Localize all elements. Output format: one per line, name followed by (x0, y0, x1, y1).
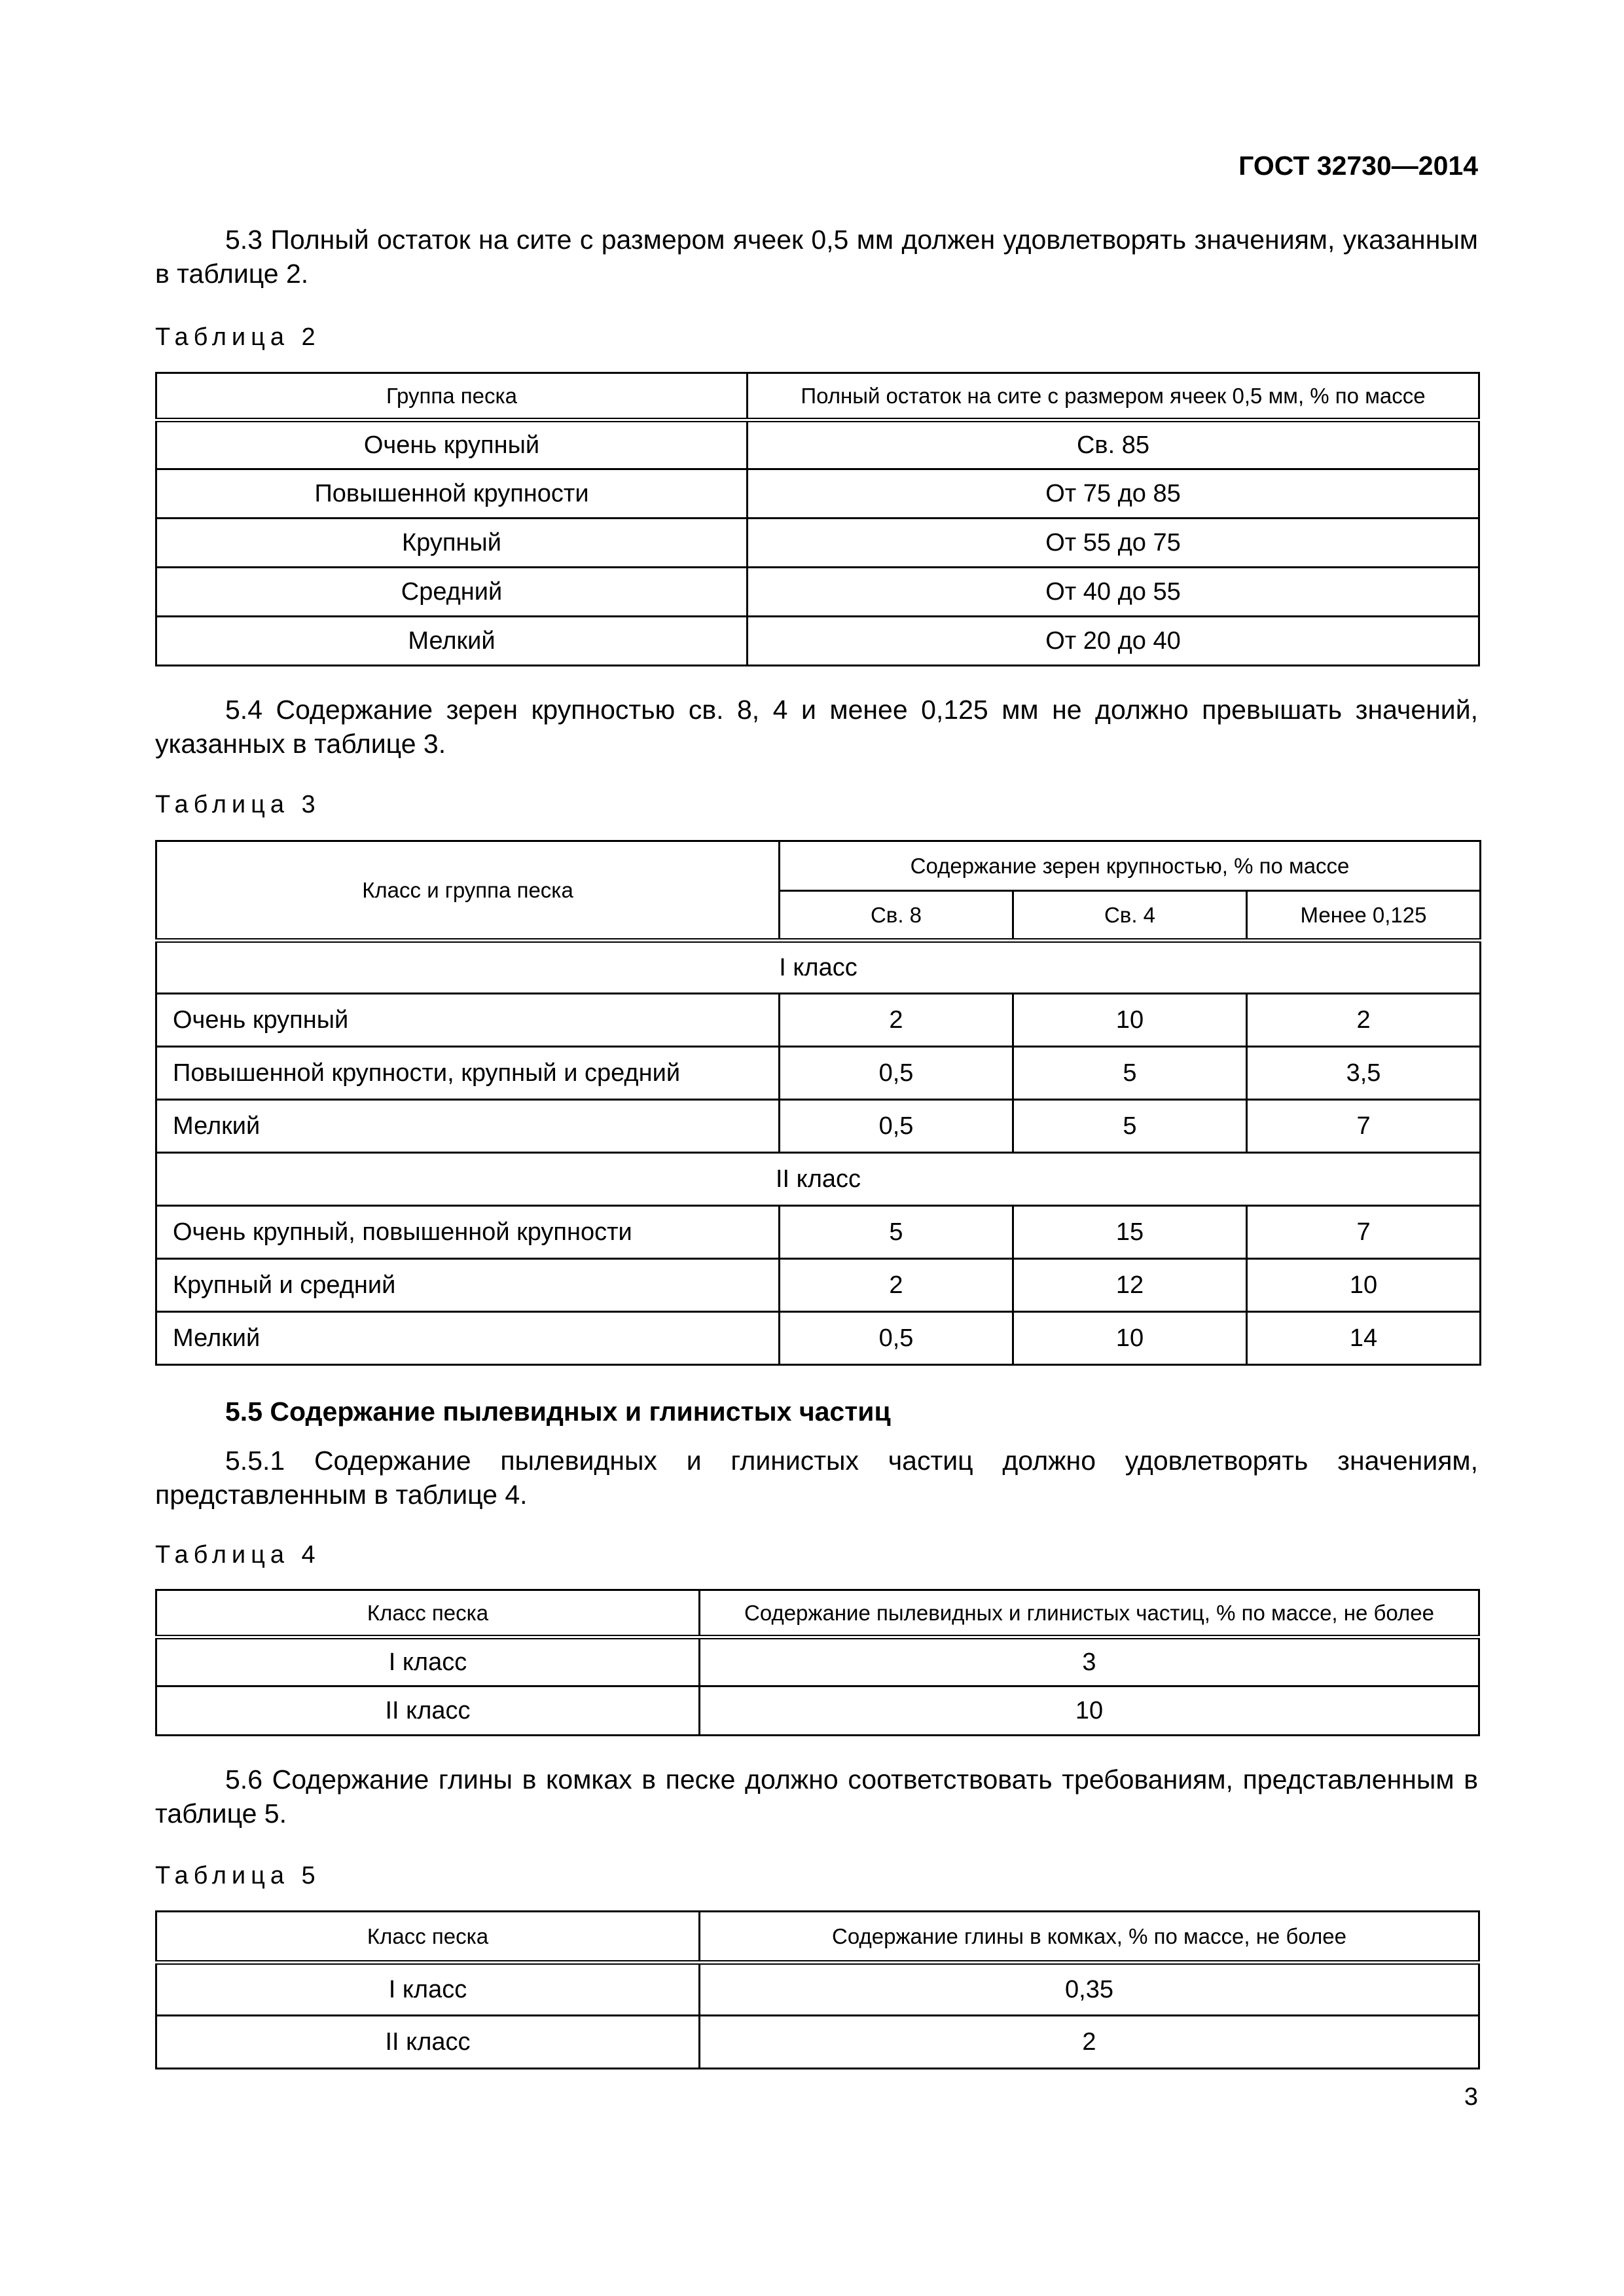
standard-code: ГОСТ 32730—2014 (1238, 151, 1478, 181)
table-5-header-cell: Класс песка (156, 1912, 700, 1963)
table-cell: II класс (156, 1686, 700, 1736)
table-cell: 0,5 (780, 1047, 1013, 1100)
table-cell: 14 (1247, 1312, 1481, 1365)
table-4-header-row (156, 1590, 1479, 1637)
table-cell: 5 (1013, 1047, 1247, 1100)
table-cell: 2 (1247, 994, 1481, 1047)
table-4 (155, 1589, 1480, 1736)
table-2-header-cell: Полный остаток на сите с размером ячеек 0,5 мм, % по массе (748, 373, 1479, 420)
table-cell: Мелкий (156, 1100, 780, 1153)
section-5-5-heading: 5.5 Содержание пылевидных и глинистых частиц (225, 1396, 891, 1427)
table-row (156, 2016, 1479, 2069)
table-cell: Очень крупный (156, 994, 780, 1047)
table-3-class-row (156, 941, 1481, 994)
table-2-header-row (156, 373, 1479, 420)
table-3-subheader-cell: Менее 0,125 (1247, 891, 1481, 941)
table-cell: Повышенной крупности (156, 469, 748, 519)
table-cell: Мелкий (156, 1312, 780, 1365)
table-4-header-cell: Класс песка (156, 1590, 700, 1637)
table-2-header-cell: Группа песка (156, 373, 748, 420)
table-3-header-group: Класс и группа песка (156, 841, 780, 941)
table-row (156, 1259, 1481, 1312)
table-cell: 5 (780, 1206, 1013, 1259)
table-cell: 0,5 (780, 1312, 1013, 1365)
table-cell: 15 (1013, 1206, 1247, 1259)
table-3-subheader-cell: Св. 4 (1013, 891, 1247, 941)
table-cell: Повышенной крупности, крупный и средний (156, 1047, 780, 1100)
table-cell: Крупный (156, 519, 748, 568)
paragraph-5-3 (155, 223, 1478, 291)
table-3 (155, 840, 1481, 1366)
table-cell: От 20 до 40 (748, 617, 1479, 666)
table-cell: Св. 85 (748, 420, 1479, 469)
paragraph-5-4-text: 5.4 Содержание зерен крупностью св. 8, 4 и менее 0,125 мм не должно превышать значений, указанных в таблице 3. (155, 695, 1478, 759)
table-row (156, 1963, 1479, 2016)
table-3-header-row (156, 841, 1481, 891)
table-3-subheader-cell: Св. 8 (780, 891, 1013, 941)
table-cell: От 55 до 75 (748, 519, 1479, 568)
table-3-class-row (156, 1153, 1481, 1206)
table-cell: 10 (1013, 1312, 1247, 1365)
table-cell: Крупный и средний (156, 1259, 780, 1312)
paragraph-5-5-1-text: 5.5.1 Содержание пылевидных и глинистых частиц должно удовлетворять значениям, представленным в таблице 4. (155, 1446, 1478, 1510)
table-4-header-cell: Содержание пылевидных и глинистых частиц, % по массе, не более (700, 1590, 1479, 1637)
table-cell: Мелкий (156, 617, 748, 666)
table-row (156, 1312, 1481, 1365)
table-cell: 3 (700, 1637, 1479, 1686)
table-5-header-cell: Содержание глины в комках, % по массе, не более (700, 1912, 1479, 1963)
table-cell: От 40 до 55 (748, 568, 1479, 617)
table-2-caption: Таблица 2 (155, 323, 321, 351)
table-cell: От 75 до 85 (748, 469, 1479, 519)
paragraph-5-5-1 (155, 1444, 1478, 1512)
table-cell: 10 (700, 1686, 1479, 1736)
table-row (156, 1686, 1479, 1736)
table-row (156, 617, 1479, 666)
table-row (156, 1047, 1481, 1100)
table-row (156, 519, 1479, 568)
table-cell: 3,5 (1247, 1047, 1481, 1100)
table-cell: 2 (780, 994, 1013, 1047)
table-cell: Очень крупный, повышенной крупности (156, 1206, 780, 1259)
page-number: 3 (1464, 2083, 1478, 2111)
table-5-caption: Таблица 5 (155, 1862, 321, 1889)
table-row (156, 994, 1481, 1047)
table-row (156, 568, 1479, 617)
table-cell: 0,5 (780, 1100, 1013, 1153)
table-row (156, 420, 1479, 469)
table-cell: 7 (1247, 1206, 1481, 1259)
table-cell: I класс (156, 1963, 700, 2016)
table-cell: 10 (1013, 994, 1247, 1047)
table-cell: 2 (780, 1259, 1013, 1312)
paragraph-5-4 (155, 693, 1478, 761)
table-row (156, 1637, 1479, 1686)
table-cell: 10 (1247, 1259, 1481, 1312)
class-label: I класс (156, 941, 1481, 994)
table-row (156, 1206, 1481, 1259)
class-label: II класс (156, 1153, 1481, 1206)
table-cell: 5 (1013, 1100, 1247, 1153)
table-3-header-content: Содержание зерен крупностью, % по массе (780, 841, 1481, 891)
table-cell: I класс (156, 1637, 700, 1686)
table-cell: II класс (156, 2016, 700, 2069)
table-cell: Средний (156, 568, 748, 617)
table-cell: 7 (1247, 1100, 1481, 1153)
table-2 (155, 372, 1480, 666)
table-5-header-row (156, 1912, 1479, 1963)
table-cell: 0,35 (700, 1963, 1479, 2016)
table-cell: 12 (1013, 1259, 1247, 1312)
table-3-caption: Таблица 3 (155, 791, 321, 818)
table-row (156, 1100, 1481, 1153)
table-4-caption: Таблица 4 (155, 1541, 321, 1569)
paragraph-5-6 (155, 1762, 1478, 1831)
paragraph-5-3-text: 5.3 Полный остаток на сите с размером ячеек 0,5 мм должен удовлетворять значениям, указанным в таблице 2. (155, 225, 1478, 289)
paragraph-5-6-text: 5.6 Содержание глины в комках в песке должно соответствовать требованиям, представленным в таблице 5. (155, 1764, 1478, 1829)
table-row (156, 469, 1479, 519)
table-cell: Очень крупный (156, 420, 748, 469)
table-5 (155, 1910, 1480, 2069)
table-cell: 2 (700, 2016, 1479, 2069)
